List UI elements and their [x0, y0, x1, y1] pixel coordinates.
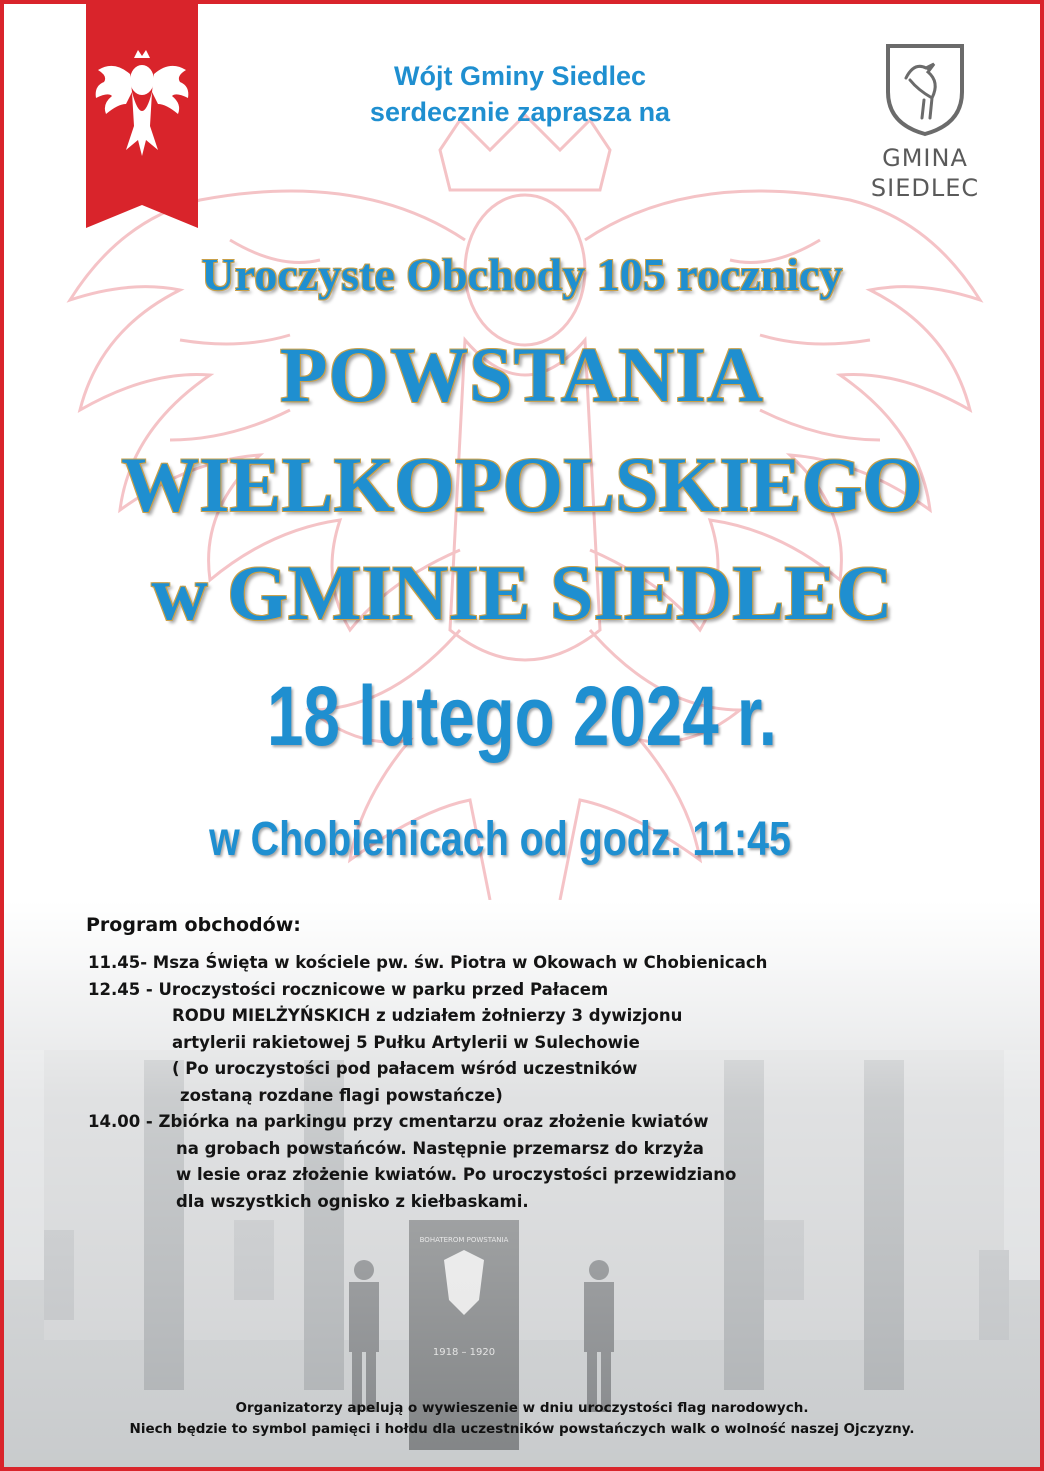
heron-crest-icon	[884, 42, 966, 138]
invitation-intro	[260, 58, 780, 130]
event-venue: w Chobienicach od godz. 11:45	[209, 813, 791, 866]
intro-line-2: serdecznie zaprasza na	[369, 97, 671, 127]
footer-appeal	[0, 1398, 1044, 1440]
title-line-3: WIELKOPOLSKIEGO	[121, 441, 923, 528]
gmina-siedlec-logo	[870, 42, 980, 222]
logo-text-siedlec: SIEDLEC	[870, 174, 980, 202]
program-line: 12.45 - Uroczystości rocznicowe w parku przed Pałacem	[88, 979, 609, 999]
footer-line-1: Organizatorzy apelują o wywieszenie w dniu uroczystości flag narodowych.	[235, 1400, 809, 1416]
program-line: na grobach powstańców. Następnie przemarsz do krzyża	[176, 1138, 704, 1158]
program-line: zostaną rozdane flagi powstańcze)	[180, 1085, 503, 1105]
program-line: w lesie oraz złożenie kwiatów. Po uroczystości przewidziano	[176, 1165, 737, 1184]
program-line: dla wszystkich ognisko z kiełbaskami.	[176, 1191, 529, 1211]
logo-text-gmina: GMINA	[882, 144, 968, 172]
program-line: 14.00 - Zbiórka na parkingu przy cmentarzu oraz złożenie kwiatów	[88, 1112, 709, 1131]
program-line: artylerii rakietowej 5 Pułku Artylerii w Sulechowie	[172, 1032, 640, 1052]
title-line-4: w GMINIE SIEDLEC	[151, 549, 893, 636]
intro-line-1: Wójt Gminy Siedlec	[393, 61, 647, 91]
footer-line-2: Niech będzie to symbol pamięci i hołdu dla uczestników powstańczych walk o wolność naszej Ojczyzny.	[129, 1421, 915, 1437]
program-line: ( Po uroczystości pod pałacem wśród uczestników	[172, 1059, 638, 1078]
program-list	[88, 950, 908, 1215]
red-banner	[86, 0, 198, 228]
title-line-1: Uroczyste Obchody 105 rocznicy	[201, 249, 843, 300]
program-heading: Program obchodów:	[86, 914, 301, 936]
program-line: 11.45- Msza Święta w kościele pw. św. Piotra w Okowach w Chobienicach	[88, 953, 768, 972]
program-line: RODU MIELŻYŃSKICH z udziałem żołnierzy 3 dywizjonu	[172, 1006, 683, 1025]
title-line-2: POWSTANIA	[279, 331, 765, 418]
event-date: 18 lutego 2024 r.	[267, 669, 777, 763]
